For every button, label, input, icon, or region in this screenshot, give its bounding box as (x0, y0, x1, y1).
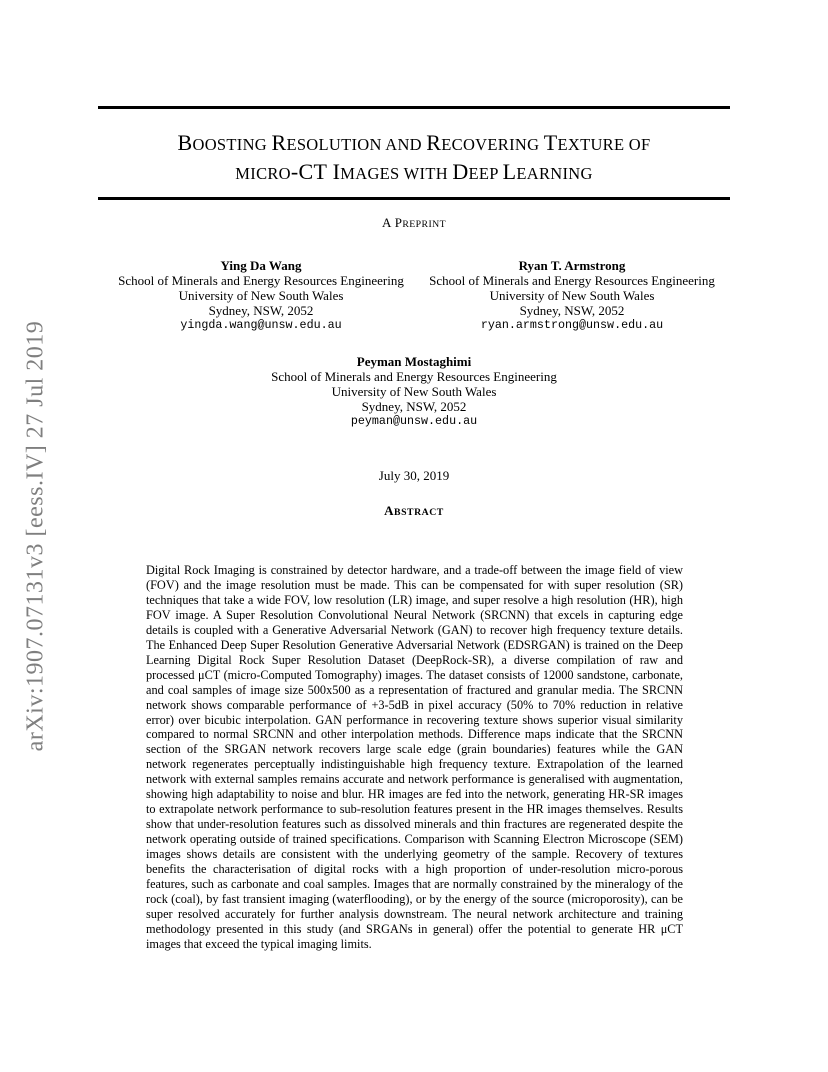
author-email[interactable]: ryan.armstrong@unsw.edu.au (480, 318, 664, 332)
author-university: University of New South Wales (178, 288, 344, 303)
author-email[interactable]: peyman@unsw.edu.au (350, 414, 478, 428)
author-name: Ying Da Wang (220, 258, 302, 273)
author-university: University of New South Wales (331, 384, 497, 399)
author-affiliation: School of Minerals and Energy Resources Engineering (118, 273, 404, 288)
author-block (214, 354, 614, 429)
paper-title (98, 129, 730, 187)
title-line-2: MICRO-CT IMAGES WITH DEEP LEARNING (235, 159, 593, 184)
author-block (105, 258, 417, 333)
author-affiliation: School of Minerals and Energy Resources Engineering (429, 273, 715, 288)
title-line-1: BOOSTING RESOLUTION AND RECOVERING TEXTURE OF (177, 130, 651, 155)
abstract-heading: ABSTRACT (384, 503, 444, 518)
publication-date: July 30, 2019 (378, 468, 450, 483)
abstract-body: Digital Rock Imaging is constrained by detector hardware, and a trade-off between the image field of view (FOV) and the image resolution must be made. This can be compensated for with super resolution (SR) techniques that take a wide FOV, low resolution (LR) image, and super resolve a high resolution (HR), high FOV image. A Super Resolution Convolutional Neural Network (SRCNN) that excels in capturing edge details is coupled with a Generative Adversarial Network (GAN) to recover high frequency texture details. The Enhanced Deep Super Resolution Generative Adversarial Network (EDSRGAN) is trained on the Deep Learning Digital Rock Super Resolution Dataset (DeepRock-SR), a diverse compilation of raw and processed μCT (micro-Computed Tomography) images. The dataset consists of 12000 sandstone, carbonate, and coal samples of image size 500x500 as a representation of fractured and granular media. The SRCNN network shows comparable performance of +3-5dB in pixel accuracy (50% to 70% reduction in relative error) over bicubic interpolation. GAN performance in recovering texture shows superior visual similarity compared to normal SRCNN and other interpolation methods. Difference maps indicate that the SRCNN section of the SRGAN network recovers large scale edge (grain boundaries) features while the GAN network regenerates perceptually indistinguishable high frequency texture. Extrapolation of the learned network with external samples remains accurate and network performance is generalised with augmentation, showing high adaptability to noise and blur. HR images are fed into the network, generating HR-SR images to extrapolate network performance to sub-resolution features present in the HR images themselves. Results show that under-resolution features such as dissolved minerals and thin fractures are regenerated despite the network operating outside of trained specifications. Comparison with Scanning Electron Microscope (SEM) images shows details are consistent with the underlying geometry of the sample. Recovery of textures benefits the characterisation of digital rocks with a high proportion of under-resolution micro-porous features, such as carbonate and coal samples. Images that are normally constrained by the mineralogy of the rock (coal), by fast transient imaging (waterflooding), or by the energy of the source (microporosity), can be super resolved accurately for further analysis downstream. The neural network architecture and training methodology presented in this study (and SRGANs in general) offer the potential to generate HR μCT images that exceed the typical imaging limits. (146, 563, 683, 951)
author-city: Sydney, NSW, 2052 (208, 303, 314, 318)
author-university: University of New South Wales (489, 288, 655, 303)
author-affiliation: School of Minerals and Energy Resources Engineering (271, 369, 557, 384)
author-city: Sydney, NSW, 2052 (361, 399, 467, 414)
author-block (420, 258, 724, 333)
author-email[interactable]: yingda.wang@unsw.edu.au (180, 318, 342, 332)
preprint-label: A PREPRINT (382, 215, 446, 230)
author-name: Ryan T. Armstrong (518, 258, 626, 273)
author-name: Peyman Mostaghimi (356, 354, 472, 369)
title-bottom-rule (98, 197, 730, 200)
author-city: Sydney, NSW, 2052 (519, 303, 625, 318)
arxiv-identifier: arXiv:1907.07131v3 [eess.IV] 27 Jul 2019 (22, 320, 49, 752)
title-top-rule (98, 106, 730, 109)
